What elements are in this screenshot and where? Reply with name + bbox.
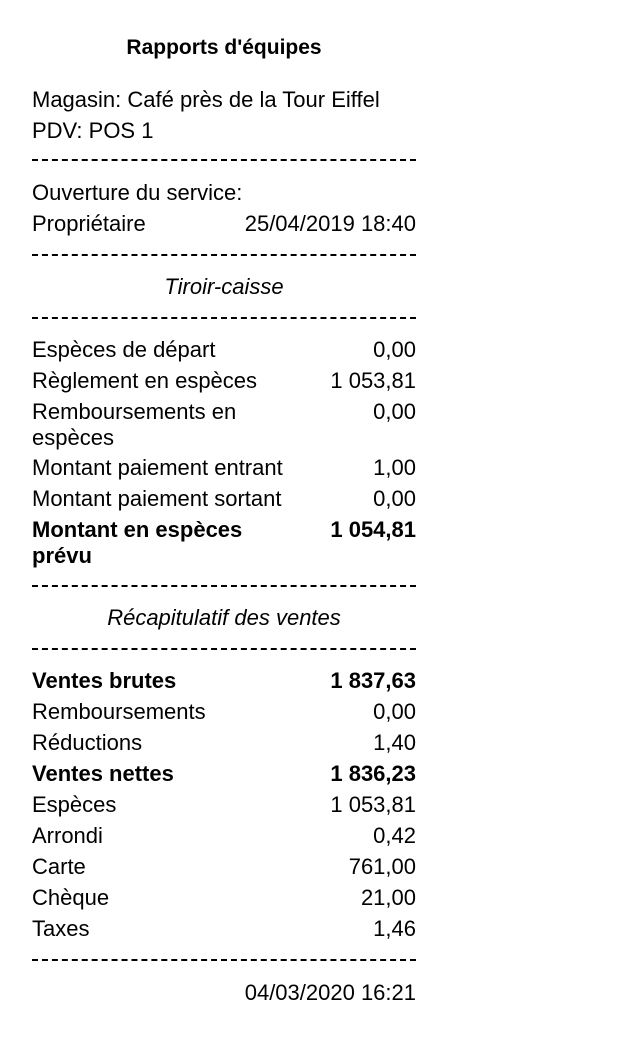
cash-row-cash-refunds — [32, 399, 416, 451]
row-value: 1,00 — [373, 455, 416, 480]
cash-row-paid-out — [32, 486, 416, 512]
row-value: 21,00 — [360, 885, 416, 910]
row-label: Carte — [32, 854, 86, 879]
separator — [32, 254, 416, 256]
report-title: Rapports d'équipes — [126, 36, 322, 59]
row-value: 0,00 — [373, 399, 416, 424]
row-label: Espèces de départ — [32, 337, 216, 362]
shift-open-row — [32, 211, 416, 237]
row-value: 1 054,81 — [330, 517, 416, 542]
row-label: Espèces — [32, 792, 117, 817]
row-label: Remboursements en espèces — [32, 399, 237, 450]
row-label: Montant paiement entrant — [32, 455, 283, 480]
pos-name: PDV: POS 1 — [32, 118, 154, 143]
row-label: Arrondi — [32, 823, 103, 848]
footer-row — [32, 980, 416, 1006]
row-label: Taxes — [32, 916, 90, 941]
row-value: 1 053,81 — [330, 792, 416, 817]
sales-row-discounts — [32, 730, 416, 756]
shift-open-datetime: 25/04/2019 18:40 — [244, 211, 416, 236]
row-label: Ventes nettes — [32, 761, 174, 786]
row-label: Remboursements — [32, 699, 206, 724]
cash-row-cash-payments — [32, 368, 416, 394]
separator — [32, 159, 416, 161]
report-datetime: 04/03/2020 16:21 — [244, 980, 416, 1005]
row-value: 1 836,23 — [330, 761, 416, 786]
row-value: 0,00 — [373, 699, 416, 724]
section-title-cash-drawer: Tiroir-caisse — [164, 274, 284, 299]
cash-row-expected-cash — [32, 517, 416, 569]
separator — [32, 585, 416, 587]
row-value: 0,00 — [373, 337, 416, 362]
separator — [32, 648, 416, 650]
shift-open-user: Propriétaire — [32, 211, 146, 236]
row-value: 0,00 — [373, 486, 416, 511]
row-label: Réductions — [32, 730, 143, 755]
sales-row-taxes — [32, 916, 416, 942]
sales-row-net-sales — [32, 761, 416, 787]
cash-row-starting-cash — [32, 337, 416, 363]
separator — [32, 959, 416, 961]
row-value: 1 837,63 — [330, 668, 416, 693]
row-value: 1 053,81 — [330, 368, 416, 393]
separator — [32, 317, 416, 319]
row-value: 1,40 — [373, 730, 416, 755]
sales-row-rounding — [32, 823, 416, 849]
row-label: Ventes brutes — [32, 668, 177, 693]
sales-row-cash — [32, 792, 416, 818]
row-label: Chèque — [32, 885, 110, 910]
shift-open-label: Ouverture du service: — [32, 180, 243, 205]
sales-row-refunds — [32, 699, 416, 725]
sales-row-gross-sales — [32, 668, 416, 694]
store-name: Magasin: Café près de la Tour Eiffel — [32, 87, 380, 112]
section-title-sales-summary: Récapitulatif des ventes — [107, 605, 341, 630]
row-value: 761,00 — [348, 854, 416, 879]
row-value: 0,42 — [373, 823, 416, 848]
sales-row-check — [32, 885, 416, 911]
row-label: Montant paiement sortant — [32, 486, 282, 511]
row-value: 1,46 — [373, 916, 416, 941]
row-label: Règlement en espèces — [32, 368, 258, 393]
cash-row-paid-in — [32, 455, 416, 481]
sales-row-card — [32, 854, 416, 880]
row-label: Montant en espèces prévu — [32, 517, 243, 568]
